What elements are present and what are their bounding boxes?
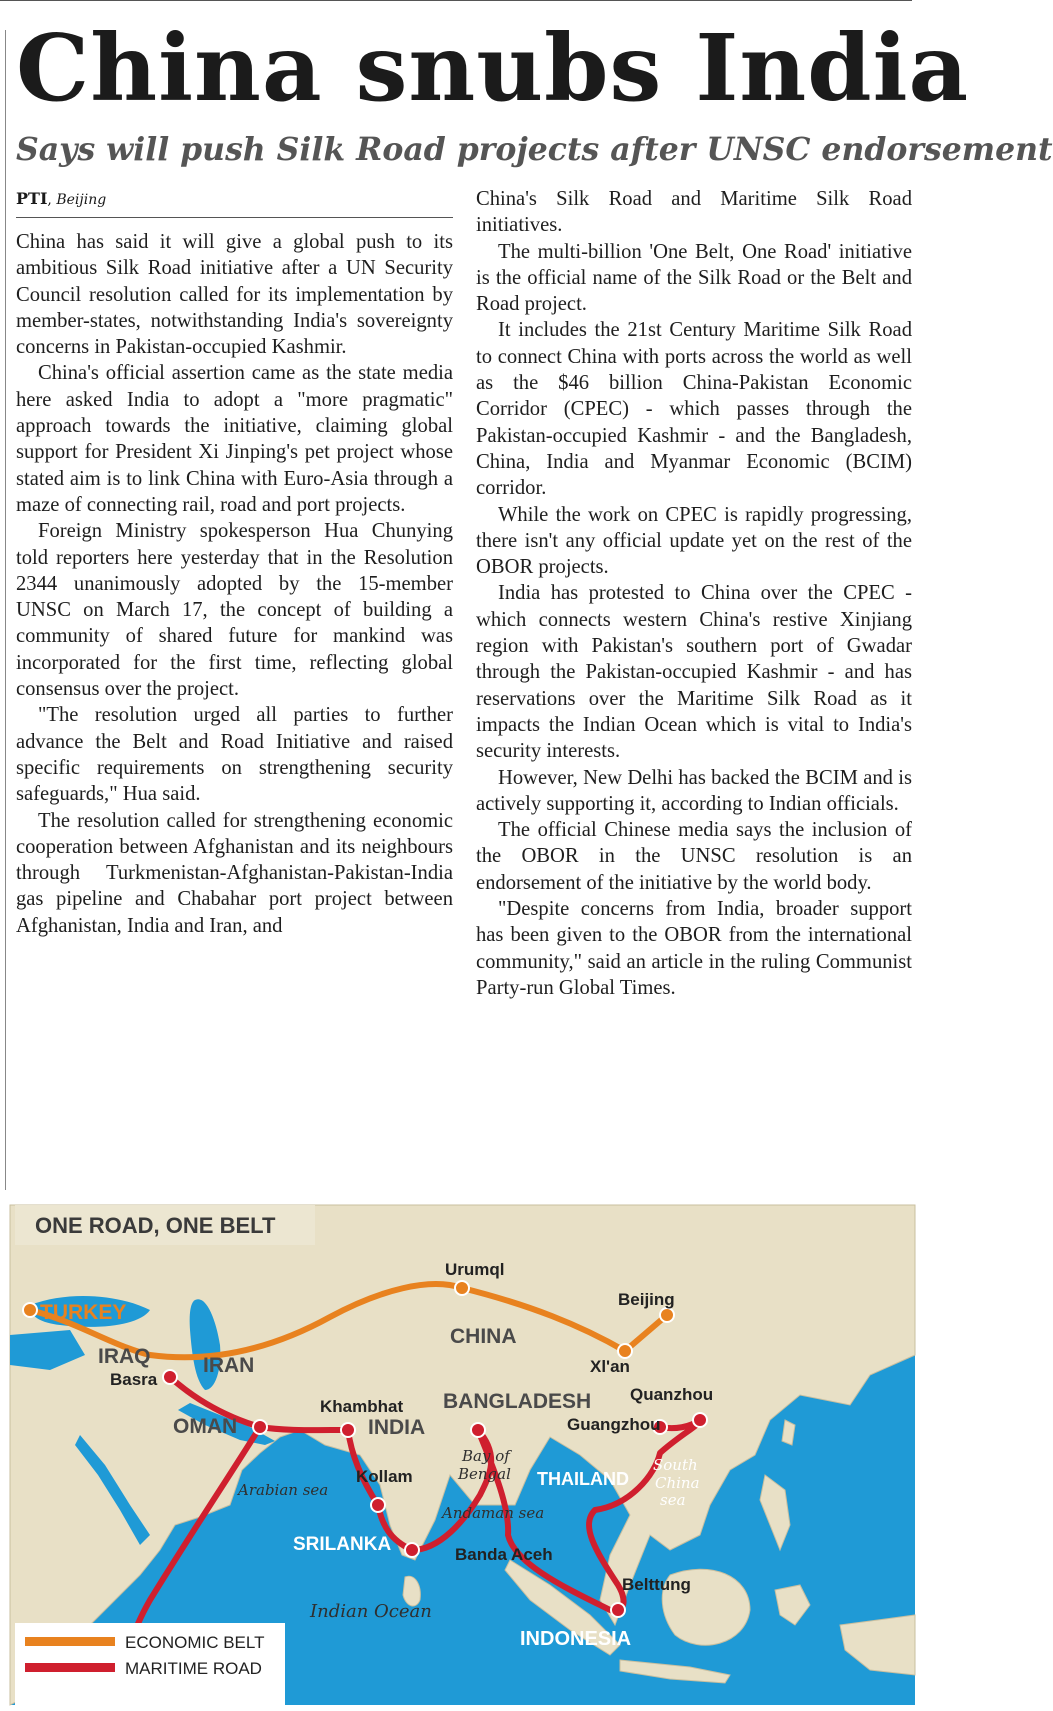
city-dot (23, 1303, 37, 1317)
article-column-2 (476, 186, 912, 1001)
paragraph: India has protested to China over the CPEC - which connects western China's restive Xinjiang region with Pakistan's southern port of Gwadar through the Pakistan-occupied Kashmir - and has reservations over the Maritime Silk Road as it impacts the Indian Ocean which is vital to India's security interests. (476, 582, 912, 763)
label-arabian-sea-1: Arabian (238, 1481, 298, 1499)
label-thailand: THAILAND (537, 1469, 629, 1489)
label-arabian-sea-2: sea (302, 1481, 329, 1499)
label-quanzhou: Quanzhou (630, 1385, 714, 1404)
label-kollam: Kollam (356, 1467, 413, 1486)
legend-swatch-economic (25, 1637, 115, 1646)
map-title: ONE ROAD, ONE BELT (35, 1213, 276, 1238)
paragraph: The resolution called for strengthening economic cooperation between Afghanistan and its neighbours through Turkmenistan-Afghanistan-Pakistan-India gas pipeline and Chabahar port project between Afghanistan, India and Iran, and (16, 809, 453, 937)
byline-agency: PTI (16, 189, 48, 208)
paragraph: However, New Delhi has backed the BCIM and is actively supporting it, according to Indian officials. (476, 766, 912, 815)
label-arabian-sea (236, 1481, 328, 1499)
port-dot (611, 1603, 625, 1617)
port-dot (163, 1370, 177, 1384)
legend-maritime-road: MARITIME ROAD (125, 1659, 262, 1678)
paragraph: "Despite concerns from India, broader support has been given to the OBOR from the international community," said an article in the ruling Communist Party-run Global Times. (476, 898, 912, 999)
paragraph: The official Chinese media says the inclusion of the OBOR in the UNSC resolution is an endorsement of the initiative by the world body. (476, 819, 912, 894)
label-oman: OMAN (173, 1415, 238, 1438)
left-column-rule (5, 30, 6, 1190)
obor-map (10, 1205, 915, 1705)
top-rule (0, 0, 912, 1)
paragraph: China's Silk Road and Maritime Silk Road initiatives. (476, 188, 912, 237)
label-belitung: Belttung (622, 1575, 691, 1594)
label-bay-of-bengal-1: Bay of (462, 1447, 510, 1465)
city-dot (618, 1344, 632, 1358)
headline: China snubs India (16, 14, 970, 122)
legend-swatch-maritime (25, 1663, 115, 1672)
byline: PTI, Beijing (16, 190, 453, 218)
label-banda-aceh: Banda Aceh (455, 1545, 553, 1564)
label-indian-ocean: Indian Ocean (310, 1601, 432, 1622)
port-dot (371, 1498, 385, 1512)
label-beijing: Beijing (618, 1290, 675, 1309)
port-dot (341, 1423, 355, 1437)
label-bangladesh: BANGLADESH (443, 1390, 592, 1413)
article-column-1 (16, 229, 453, 939)
port-dot (253, 1420, 267, 1434)
label-srilanka: SRILANKA (293, 1534, 392, 1555)
label-south-china-sea-3: sea (660, 1491, 686, 1509)
label-iran: IRAN (203, 1354, 255, 1377)
label-south-china-sea-2: China (655, 1474, 700, 1492)
label-china: CHINA (450, 1325, 517, 1348)
paragraph: China's official assertion came as the state media here asked India to adopt a "more pragmatic" approach towards the initiative, claiming global support for President Xi Jinping's pet project whose stated aim is to link China with Euro-Asia through a maze of connecting rail, road and port projects. (16, 362, 453, 516)
byline-place: Beijing (56, 192, 107, 208)
label-south-china-sea-1: South (653, 1456, 698, 1474)
paragraph: It includes the 21st Century Maritime Silk Road to connect China with ports across the world as well as the $46 billion China-Pakistan Economic Corridor (CPEC) - which passes through the Pakistan-occupied Kashmir - and the Bangladesh, China, India and Myanmar Economic (BCIM) corridor. (476, 319, 912, 500)
label-iraq: IRAQ (98, 1345, 151, 1368)
paragraph: "The resolution urged all parties to further advance the Belt and Road Initiative and raised specific requirements on strengthening security safeguards," Hua said. (16, 704, 453, 806)
label-turkey: TURKEY (40, 1301, 127, 1324)
paragraph: Foreign Ministry spokesperson Hua Chunying told reporters here yesterday that in the Resolution 2344 unanimously adopted by the 15-member UNSC on March 17, the concept of building a community of shared future for mankind was incorporated for the first time, reflecting global consensus over the project. (16, 520, 453, 701)
port-dot (693, 1413, 707, 1427)
paragraph: China has said it will give a global push to its ambitious Silk Road initiative after a UN Security Council resolution called for its implementation by member-states, notwithstanding India's sovereignty concerns in Pakistan-occupied Kashmir. (16, 231, 453, 359)
paragraph: The multi-billion 'One Belt, One Road' initiative is the official name of the Silk Road or the Belt and Road project. (476, 240, 912, 316)
legend-economic-belt: ECONOMIC BELT (125, 1633, 265, 1652)
port-dot (405, 1543, 419, 1557)
city-dot (455, 1281, 469, 1295)
label-urumqi: Urumql (445, 1260, 505, 1279)
city-dot (660, 1308, 674, 1322)
label-xian: Xl'an (590, 1357, 630, 1376)
paragraph: While the work on CPEC is rapidly progressing, there isn't any official update yet on the rest of the OBOR projects. (476, 503, 912, 579)
label-guangzhou: Guangzhou (567, 1415, 661, 1434)
label-india: INDIA (368, 1416, 426, 1439)
label-andaman-sea: Andaman sea (442, 1504, 545, 1522)
subheadline: Says will push Silk Road projects after UNSC endorsement (16, 131, 1053, 168)
port-dot (471, 1423, 485, 1437)
label-basra: Basra (110, 1370, 158, 1389)
label-indonesia: INDONESIA (520, 1628, 632, 1650)
label-khambhat: Khambhat (320, 1397, 404, 1416)
label-bay-of-bengal-2: Bengal (458, 1465, 511, 1483)
